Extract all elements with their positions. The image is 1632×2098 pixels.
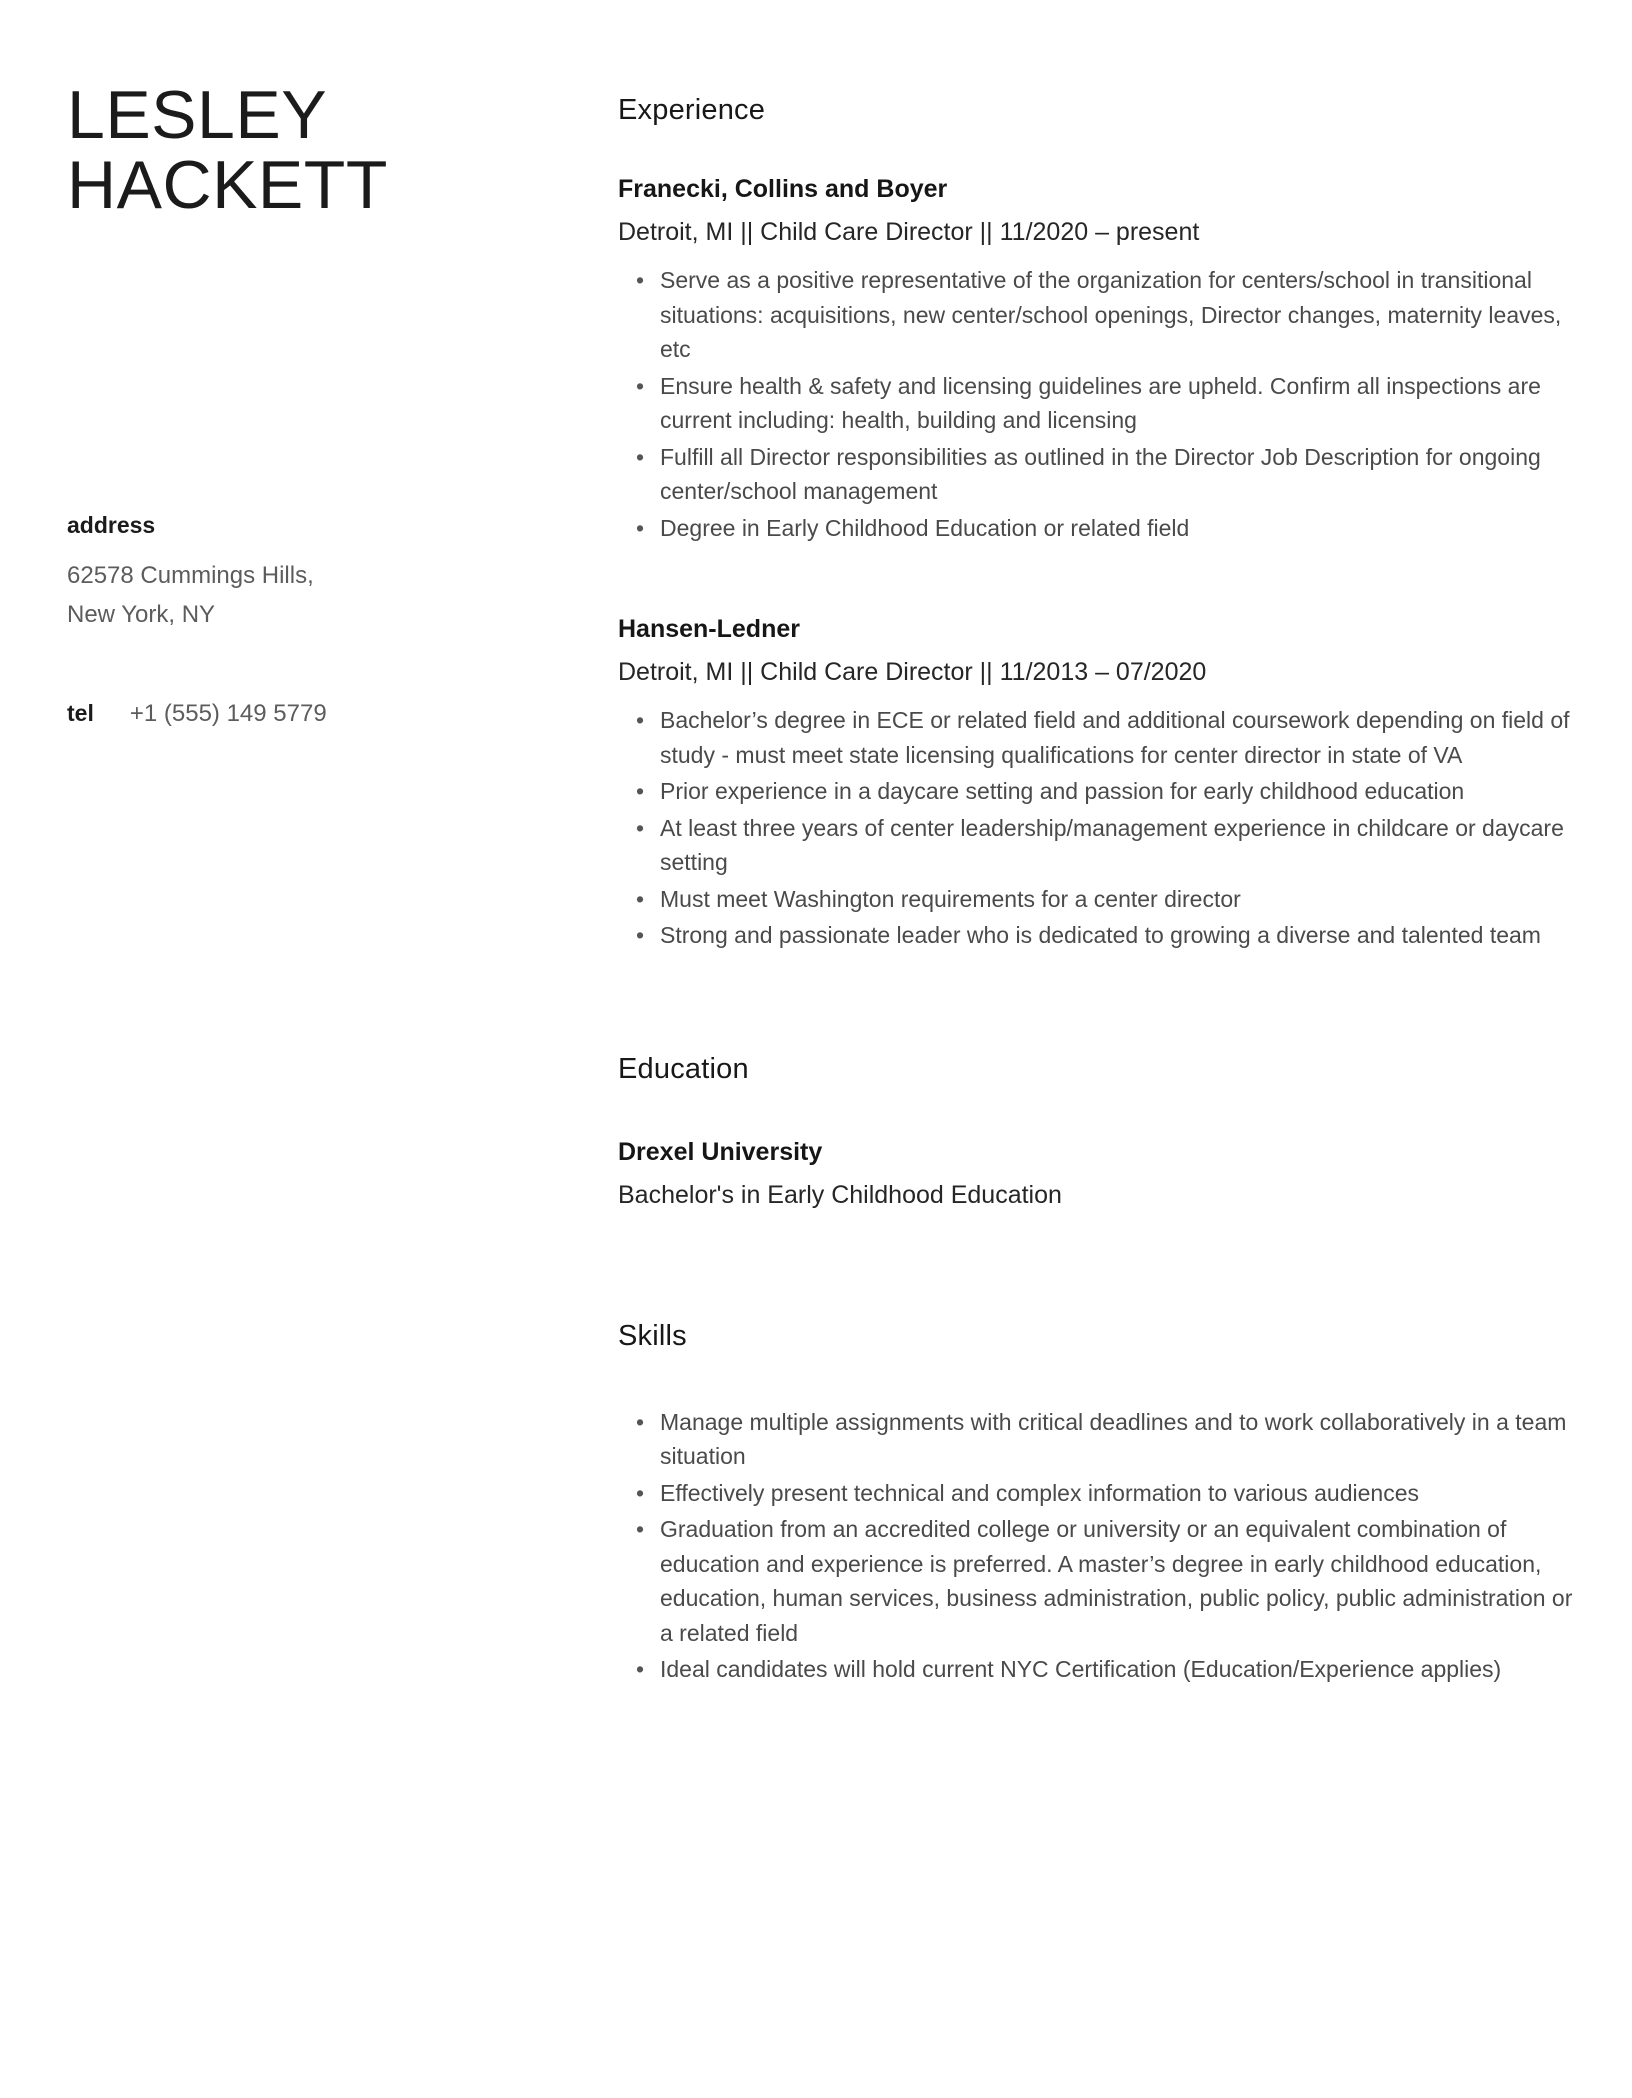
address-label: address bbox=[67, 512, 156, 539]
education-heading: Education bbox=[618, 1052, 749, 1085]
job-bullet: • Strong and passionate leader who is dedicated to growing a diverse and talented team bbox=[618, 918, 1580, 953]
job-bullet: • Ensure health & safety and licensing guidelines are upheld. Confirm all inspections are current including: health, building and licensing bbox=[618, 369, 1580, 438]
job-bullet-list bbox=[618, 263, 1580, 545]
job-company: Franecki, Collins and Boyer bbox=[618, 175, 948, 203]
skills-heading: Skills bbox=[618, 1319, 687, 1352]
job-company: Hansen-Ledner bbox=[618, 615, 800, 643]
job-bullet: • At least three years of center leadership/management experience in childcare or daycare setting bbox=[618, 811, 1580, 880]
job-meta: Detroit, MI || Child Care Director || 11/2020 – present bbox=[618, 218, 1200, 246]
education-section bbox=[618, 1053, 1580, 1210]
job-bullet: • Degree in Early Childhood Education or related field bbox=[618, 511, 1580, 546]
job-entry bbox=[618, 615, 1580, 953]
tel-label: tel bbox=[67, 699, 94, 726]
skill-bullet: • Graduation from an accredited college or university or an equivalent combination of education and experience is preferred. A master’s degree in early childhood education, education, human services, business administration, public policy, public administration or a related field bbox=[618, 1512, 1580, 1650]
job-entry bbox=[618, 175, 1580, 545]
skill-bullet: • Effectively present technical and complex information to various audiences bbox=[618, 1476, 1580, 1511]
tel-row bbox=[67, 695, 537, 734]
skills-section bbox=[618, 1320, 1580, 1687]
main-column bbox=[618, 94, 1580, 1689]
address-line-1: 62578 Cummings Hills, bbox=[67, 562, 314, 590]
skill-bullet: • Ideal candidates will hold current NYC Certification (Education/Experience applies) bbox=[618, 1652, 1580, 1687]
tel-value: +1 (555) 149 5779 bbox=[129, 699, 327, 727]
person-name bbox=[67, 77, 537, 224]
job-bullet: • Must meet Washington requirements for a center director bbox=[618, 882, 1580, 917]
job-meta: Detroit, MI || Child Care Director || 11/2013 – 07/2020 bbox=[618, 658, 1207, 686]
job-bullet-list bbox=[618, 703, 1580, 953]
person-last-name: HACKETT bbox=[67, 147, 388, 224]
job-bullet: • Fulfill all Director responsibilities as outlined in the Director Job Description for ongoing center/school management bbox=[618, 440, 1580, 509]
education-degree: Bachelor's in Early Childhood Education bbox=[618, 1180, 1062, 1209]
address-line-2: New York, NY bbox=[67, 600, 216, 628]
job-bullet: • Bachelor’s degree in ECE or related field and additional coursework depending on field of study - must meet state licensing qualifications for center director in state of VA bbox=[618, 703, 1580, 772]
person-first-name: LESLEY bbox=[67, 77, 328, 153]
job-bullet: • Prior experience in a daycare setting and passion for early childhood education bbox=[618, 774, 1580, 809]
experience-section bbox=[618, 94, 1580, 953]
sidebar bbox=[67, 77, 537, 734]
experience-heading: Experience bbox=[618, 94, 766, 126]
education-school: Drexel University bbox=[618, 1137, 823, 1166]
job-bullet: • Serve as a positive representative of the organization for centers/school in transitional situations: acquisitions, new center/school openings, Director changes, maternity leaves, etc bbox=[618, 263, 1580, 367]
contact-block bbox=[67, 512, 537, 734]
skills-bullet-list bbox=[618, 1405, 1580, 1687]
skill-bullet: • Manage multiple assignments with critical deadlines and to work collaboratively in a team situation bbox=[618, 1405, 1580, 1474]
